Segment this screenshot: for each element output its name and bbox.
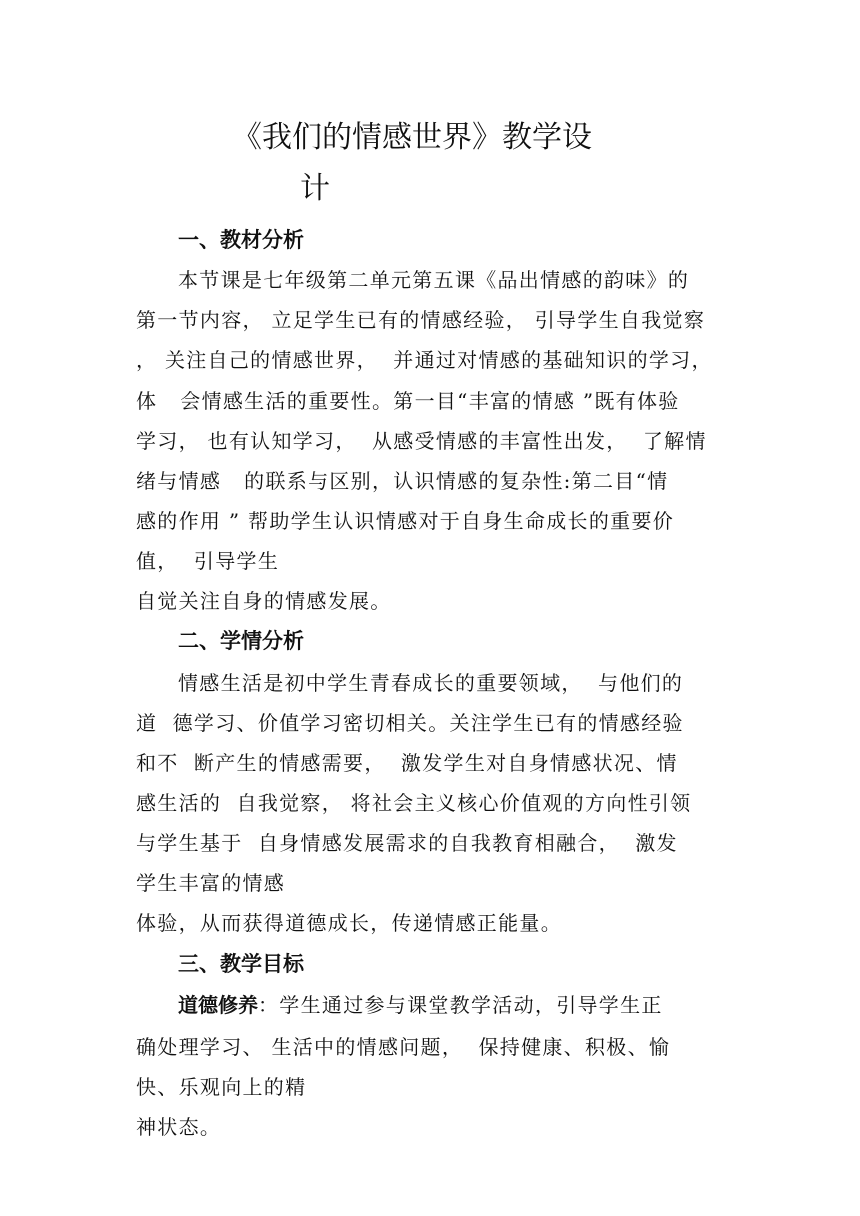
paragraph-line: 感生活的 自我觉察， 将社会主义核心价值观的方向性引领: [136, 791, 692, 815]
paragraph-line: 自觉关注自身的情感发展。: [136, 589, 392, 613]
paragraph-line: 确处理学习、 生活中的情感问题， 保持健康、积极、愉: [136, 1035, 671, 1059]
objective-text: ：学生通过参与课堂教学活动，引导学生正: [258, 993, 663, 1017]
paragraph-line: 情感生活是初中学生青春成长的重要领域， 与他们的: [178, 671, 684, 695]
paragraph-line: 体验，从而获得道德成长，传递情感正能量。: [136, 911, 562, 935]
paragraph-line: 体 会情感生活的重要性。第一目“丰富的情感 ”既有体验: [136, 389, 680, 413]
section-heading-teaching-objectives: 三、教学目标: [178, 952, 304, 976]
objective-label: 道德修养: [178, 993, 258, 1017]
objective-lead-line: [178, 989, 663, 1018]
paragraph-line: 道 德学习、价值学习密切相关。关注学生已有的情感经验: [136, 711, 684, 735]
document-title-line-2: 计: [300, 171, 330, 206]
document-title-line-1: 《我们的情感世界》教学设: [232, 120, 592, 155]
paragraph-line: 值， 引导学生: [136, 549, 280, 573]
section-heading-textbook-analysis: 一、教材分析: [178, 228, 304, 252]
paragraph-line: 绪与情感 的联系与区别，认识情感的复杂性:第二目“情: [136, 469, 669, 493]
paragraph-line: 学生丰富的情感: [136, 871, 286, 895]
paragraph-line: ， 关注自己的情感世界， 并通过对情感的基础知识的学习，: [136, 348, 713, 372]
paragraph-line: 感的作用 ” 帮助学生认识情感对于自身生命成长的重要价: [136, 509, 675, 533]
paragraph-line: 本节课是七年级第二单元第五课《品出情感的韵味》的: [178, 268, 690, 292]
paragraph-line: 学习， 也有认知学习， 从感受情感的丰富性出发， 了解情: [136, 429, 707, 453]
paragraph-line: 第一节内容， 立足学生已有的情感经验， 引导学生自我觉察: [136, 308, 706, 332]
paragraph-line: 神状态。: [136, 1115, 222, 1139]
paragraph-line: 与学生基于 自身情感发展需求的自我教育相融合， 激发: [136, 831, 678, 855]
section-heading-learner-analysis: 二、学情分析: [178, 629, 304, 653]
paragraph-line: 和不 断产生的情感需要， 激发学生对自身情感状况、情: [136, 751, 678, 775]
paragraph-line: 快、乐观向上的精: [136, 1075, 307, 1099]
